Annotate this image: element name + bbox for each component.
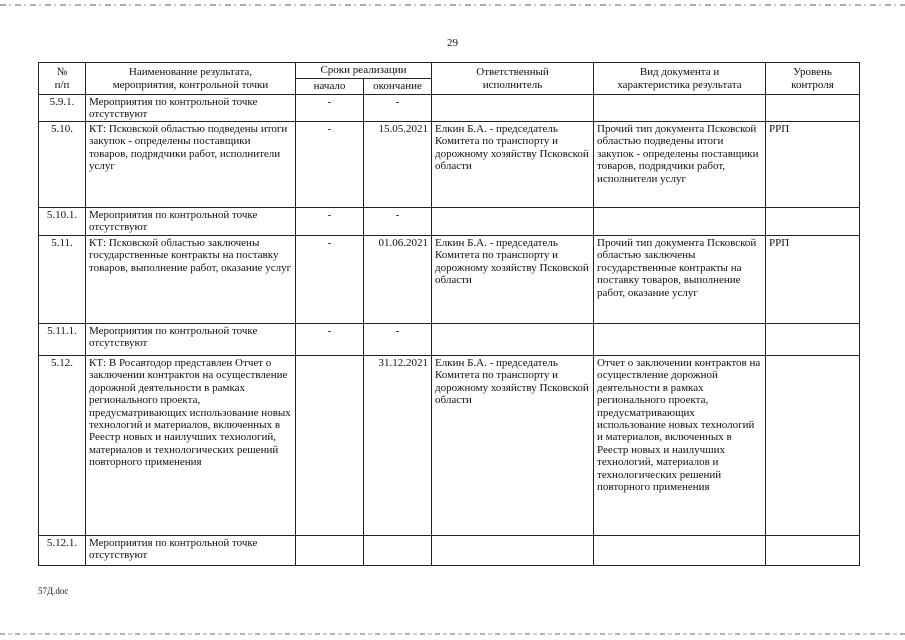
row-responsible: Елкин Б.А. - председатель Комитета по транспорту и дорожному хозяйству Псковской области xyxy=(432,236,594,324)
row-end: - xyxy=(364,324,432,356)
row-start: - xyxy=(296,208,364,236)
plan-table xyxy=(38,62,860,566)
row-responsible: Елкин Б.А. - председатель Комитета по транспорту и дорожному хозяйству Псковской области xyxy=(432,122,594,208)
row-document xyxy=(594,95,766,122)
row-num: 5.10. xyxy=(39,122,86,208)
table-row xyxy=(39,536,860,566)
header-num: № п/п xyxy=(39,63,86,95)
scan-edge-bottom xyxy=(0,633,905,635)
row-num: 5.11. xyxy=(39,236,86,324)
header-responsible: Ответственный исполнитель xyxy=(432,63,594,95)
row-document xyxy=(594,324,766,356)
header-start: начало xyxy=(296,79,364,95)
row-level: РРП xyxy=(766,122,860,208)
row-num: 5.11.1. xyxy=(39,324,86,356)
row-num: 5.9.1. xyxy=(39,95,86,122)
row-end: 31.12.2021 xyxy=(364,356,432,536)
row-num: 5.12. xyxy=(39,356,86,536)
table-row xyxy=(39,122,860,208)
table-row xyxy=(39,208,860,236)
row-name: КТ: В Росавтодор представлен Отчет о заключении контрактов на осуществление дорожной деятельности в рамках регионального проекта, предусматривающих использование новых технологий и материалов, включенных в Реестр новых и наилучших технологий, материалов и технологических решений повторного применения xyxy=(86,356,296,536)
header-terms: Сроки реализации xyxy=(296,63,432,79)
row-responsible xyxy=(432,324,594,356)
row-level xyxy=(766,95,860,122)
row-end xyxy=(364,536,432,566)
row-document xyxy=(594,536,766,566)
table-row xyxy=(39,324,860,356)
header-end: окончание xyxy=(364,79,432,95)
row-document: Прочий тип документа Псковской областью заключены государственные контракты на поставку товаров, выполнение работ, оказание услуг xyxy=(594,236,766,324)
row-start: - xyxy=(296,122,364,208)
row-start: - xyxy=(296,236,364,324)
row-end: 01.06.2021 xyxy=(364,236,432,324)
row-responsible xyxy=(432,95,594,122)
row-start: - xyxy=(296,324,364,356)
row-level xyxy=(766,536,860,566)
row-document xyxy=(594,208,766,236)
row-end: 15.05.2021 xyxy=(364,122,432,208)
row-end: - xyxy=(364,95,432,122)
row-name: Мероприятия по контрольной точке отсутствуют xyxy=(86,324,296,356)
document-filename: 57Д.doc xyxy=(38,586,69,596)
row-responsible xyxy=(432,536,594,566)
row-level xyxy=(766,324,860,356)
row-document: Отчет о заключении контрактов на осуществление дорожной деятельности в рамках регионального проекта, предусматривающих использование новых технологий и материалов, включенных в Реестр новых и наилучших технологий, материалов и технологических решений повторного применения xyxy=(594,356,766,536)
table-row xyxy=(39,236,860,324)
row-num: 5.10.1. xyxy=(39,208,86,236)
row-level xyxy=(766,356,860,536)
row-num: 5.12.1. xyxy=(39,536,86,566)
row-responsible: Елкин Б.А. - председатель Комитета по транспорту и дорожному хозяйству Псковской области xyxy=(432,356,594,536)
row-name: КТ: Псковской областью подведены итоги закупок - определены поставщики товаров, подрядчики работ, исполнители услуг xyxy=(86,122,296,208)
row-end: - xyxy=(364,208,432,236)
header-level: Уровень контроля xyxy=(766,63,860,95)
row-name: Мероприятия по контрольной точке отсутствуют xyxy=(86,536,296,566)
row-name: Мероприятия по контрольной точке отсутствуют xyxy=(86,95,296,122)
page-number: 29 xyxy=(447,37,458,49)
header-document: Вид документа и характеристика результата xyxy=(594,63,766,95)
row-name: Мероприятия по контрольной точке отсутствуют xyxy=(86,208,296,236)
row-start xyxy=(296,536,364,566)
row-level xyxy=(766,208,860,236)
table-row xyxy=(39,356,860,536)
scan-edge-top xyxy=(0,4,905,6)
table-row xyxy=(39,95,860,122)
row-level: РРП xyxy=(766,236,860,324)
row-name: КТ: Псковской областью заключены государственные контракты на поставку товаров, выполнение работ, оказание услуг xyxy=(86,236,296,324)
header-name: Наименование результата, мероприятия, контрольной точки xyxy=(86,63,296,95)
row-responsible xyxy=(432,208,594,236)
row-document: Прочий тип документа Псковской областью подведены итоги закупок - определены поставщики товаров, подрядчики работ, исполнители услуг xyxy=(594,122,766,208)
row-start xyxy=(296,356,364,536)
row-start: - xyxy=(296,95,364,122)
